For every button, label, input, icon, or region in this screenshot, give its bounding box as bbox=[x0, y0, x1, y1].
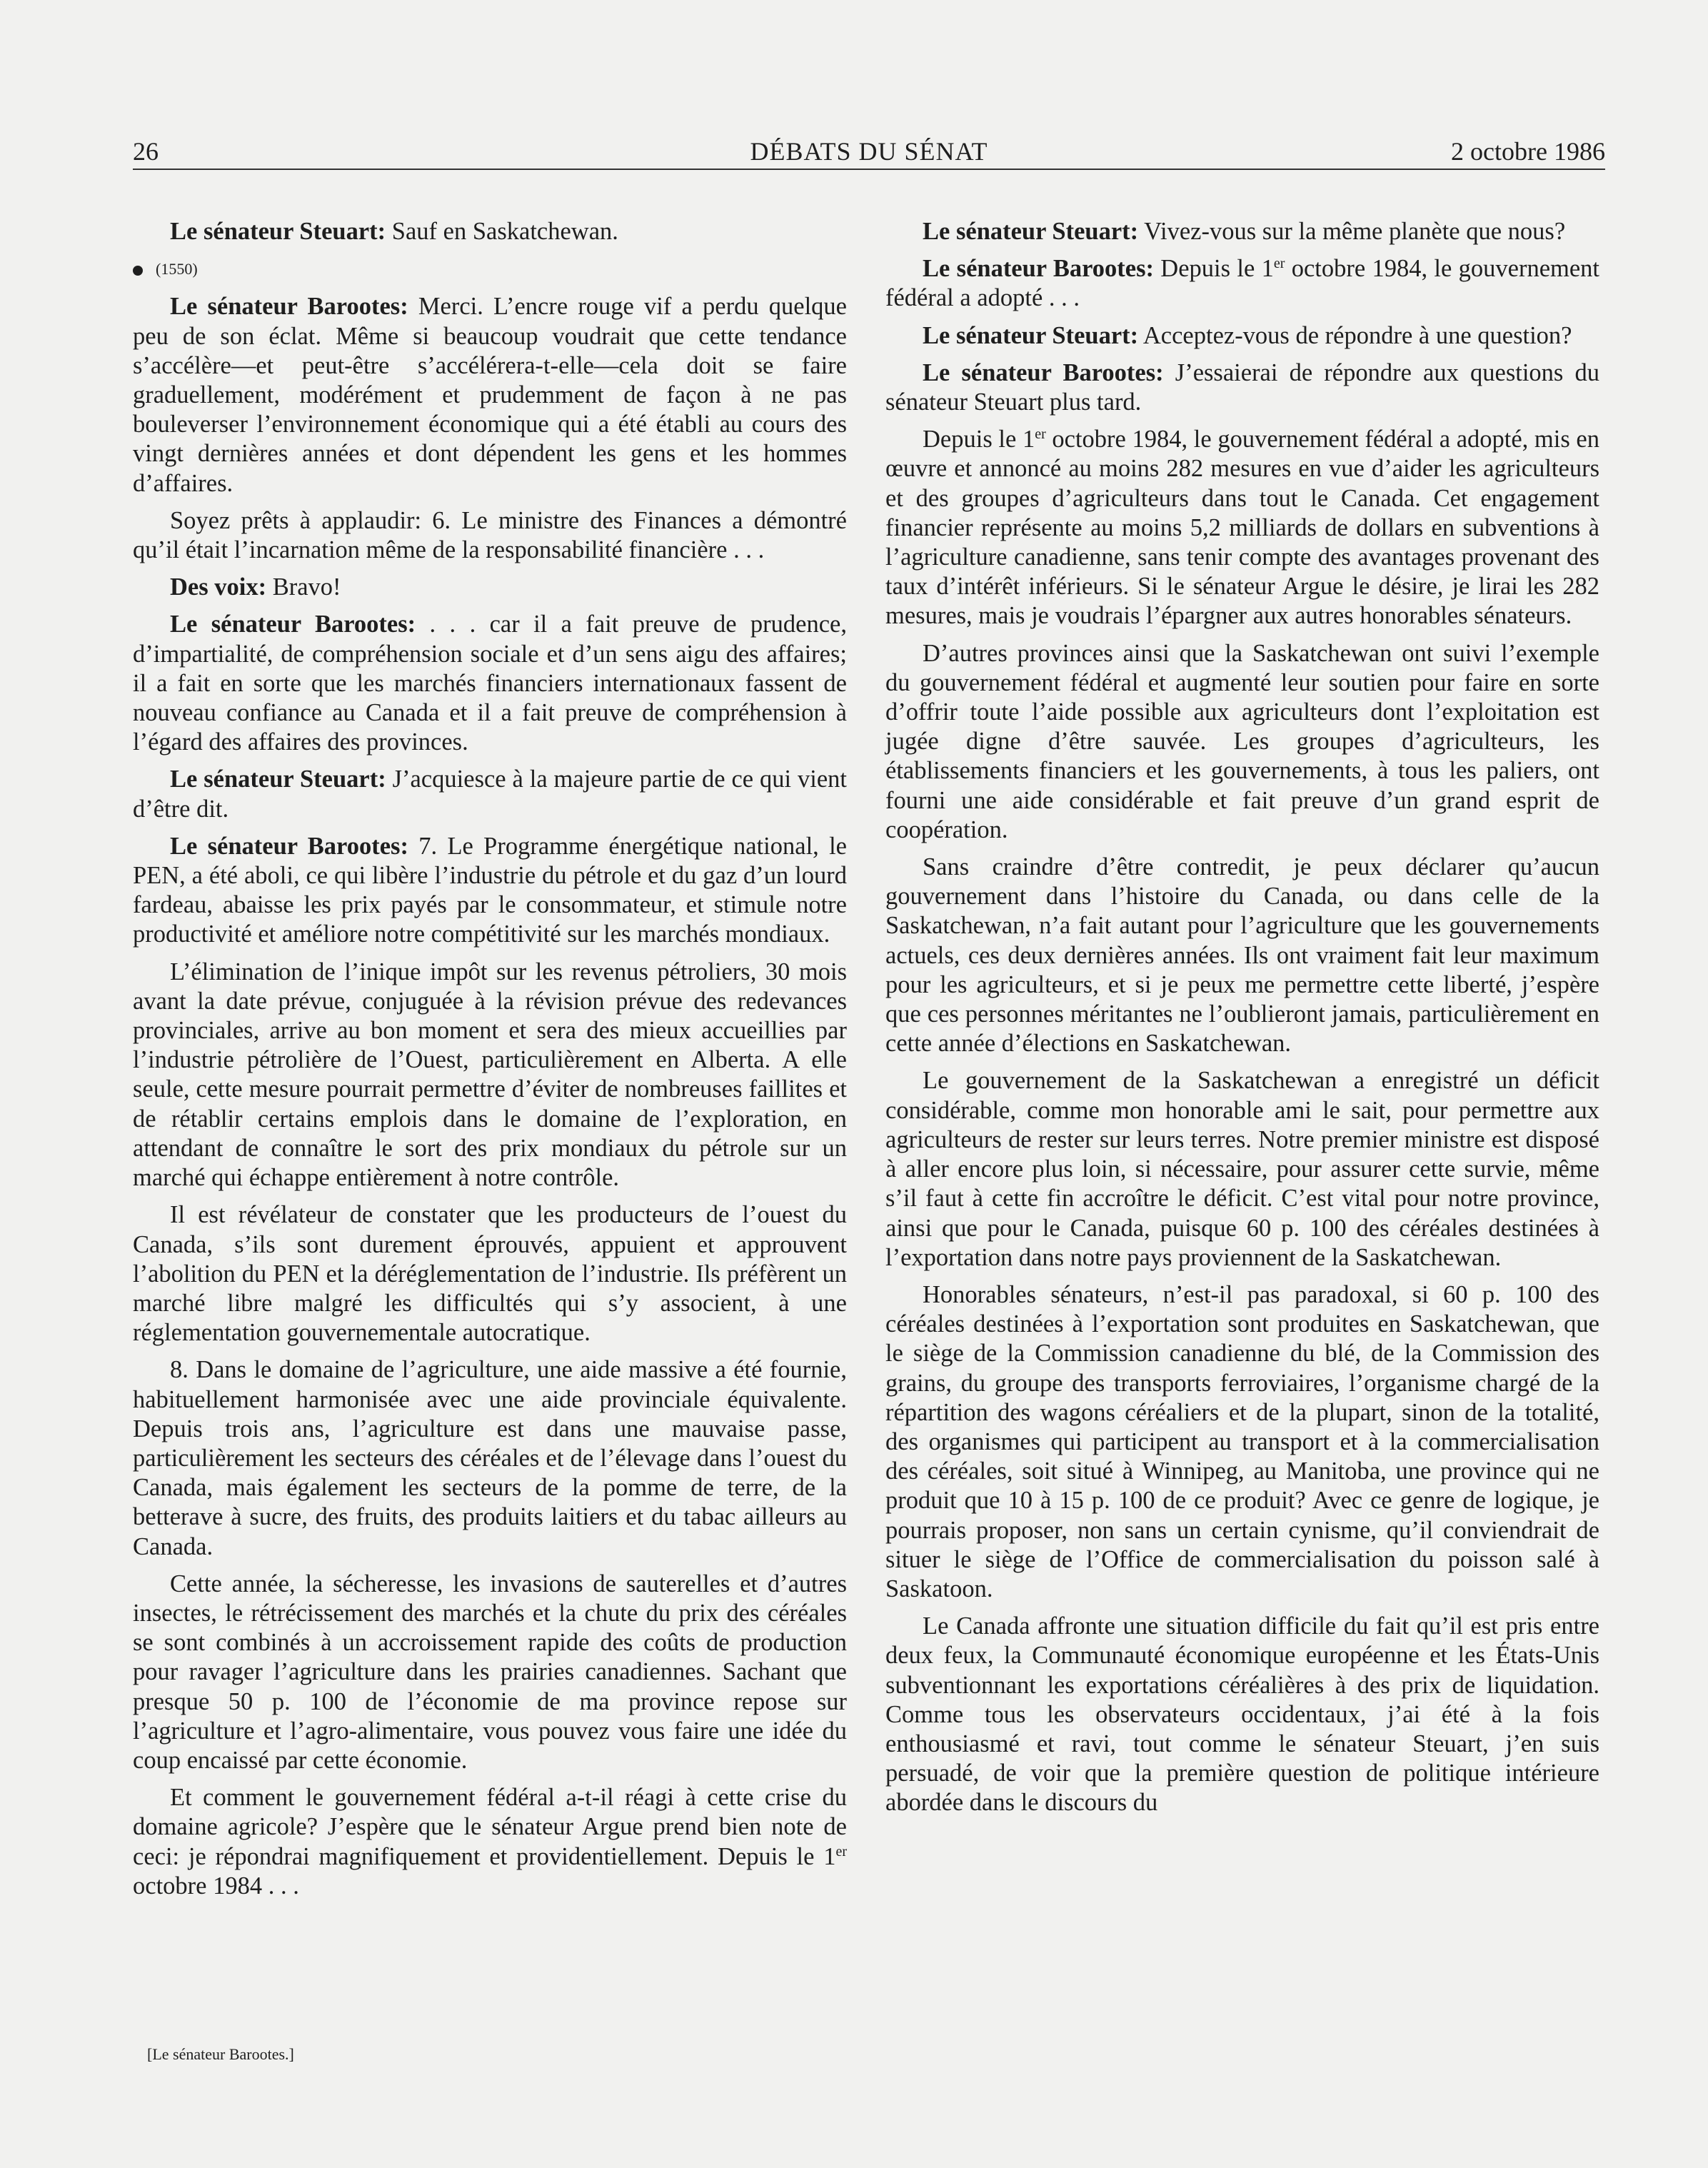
speech-text: Sauf en Saskatchewan. bbox=[386, 218, 618, 245]
speech-text: J’essaierai de répondre aux questions du sénateur Steuart plus tard. bbox=[885, 358, 1599, 416]
paragraph bbox=[133, 765, 847, 823]
speaker-name: Le sénateur Barootes: bbox=[923, 358, 1164, 386]
speech-text: Bravo! bbox=[266, 573, 341, 601]
page-date: 2 octobre 1986 bbox=[1451, 137, 1605, 166]
paragraph: Il est révélateur de constater que les producteurs de l’ouest du Canada, s’ils sont durement éprouvés, appuient et approuvent l’abolition du PEN et la déréglementation de l’industrie. Ils préfèrent un marché libre malgré les difficultés qui s’y associent, à une réglementation gouvernementale autocratique. bbox=[133, 1201, 847, 1347]
speech-text: Merci. L’encre rouge vif a perdu quelque peu de son éclat. Même si beaucoup voudrait que cette tendance s’accélère—et peut-être s’accélérera-t-elle—cela doit se faire graduellement, modérément et prudemment de façon à ne pas bouleverser l’environnement économique qui a été établi au cours des vingt dernières années et dont dépendent les gens et les hommes d’affaires. bbox=[133, 293, 847, 497]
speech-text: octobre 1984, le gouvernement fédéral a adopté . . . bbox=[885, 255, 1599, 312]
paragraph bbox=[133, 292, 847, 498]
bullet-icon bbox=[133, 266, 143, 276]
paragraph: D’autres provinces ainsi que la Saskatchewan ont suivi l’exemple du gouvernement fédéral et augmenté leur soutien pour faire en sorte d’offrir toute l’aide possible aux agriculteurs dont l’exploitation est jugée digne d’être sauvée. Les groupes d’agriculteurs, les établissements financiers et les gouvernements, à tous les paliers, ont fourni une aide considérable et fait preuve d’un grand esprit de coopération. bbox=[885, 639, 1599, 843]
speech-text: Depuis le 1 bbox=[1153, 255, 1274, 283]
speaker-name: Le sénateur Barootes: bbox=[923, 255, 1154, 283]
paragraph bbox=[133, 832, 847, 950]
speech-text: Acceptez-vous de répondre à une question? bbox=[1138, 321, 1572, 349]
paragraph: Cette année, la sécheresse, les invasions de sauterelles et d’autres insectes, le rétrécissement des marchés et la chute du prix des céréales se sont combinés à un accroissement rapide des coûts de production pour ravager l’agriculture dans les prairies canadiennes. Sachant que presque 50 p. 100 de l’économie de ma province repose sur l’agriculture et l’agro-alimentaire, vous pouvez vous faire une idée du coup encaissé par cette économie. bbox=[133, 1570, 847, 1774]
paragraph: 8. Dans le domaine de l’agriculture, une aide massive a été fournie, habituellement harmonisée avec une aide provinciale équivalente. Depuis trois ans, l’agriculture est dans une mauvaise passe, particulièrement les secteurs des céréales et de l’élevage dans l’ouest du Canada, mais également les secteurs de la pomme de terre, de la betterave à sucre, des fruits, des produits laitiers et du tabac ailleurs au Canada. bbox=[133, 1356, 847, 1560]
paragraph bbox=[133, 610, 847, 757]
paragraph: L’élimination de l’inique impôt sur les revenus pétroliers, 30 mois avant la date prévue, conjuguée à la révision prévue des redevances provinciales, arrive au bon moment et sera des mieux accueillies par l’industrie pétrolière de l’Ouest, particulièrement en Alberta. A elle seule, cette mesure pourrait permettre d’éviter de nombreuses faillites et de rétablir certains emplois dans le domaine de l’exploration, en attendant de connaître le sort des prix mondiaux du pétrole sur un marché qui échappe entièrement à notre contrôle. bbox=[133, 958, 847, 1192]
time-marker-text: (1550) bbox=[156, 260, 198, 278]
page-header bbox=[133, 134, 1605, 170]
speech-text: Depuis le 1 bbox=[923, 426, 1035, 453]
paragraph bbox=[133, 573, 847, 602]
right-column bbox=[885, 217, 1599, 1826]
paragraph bbox=[885, 321, 1599, 351]
paragraph bbox=[133, 217, 847, 246]
paragraph: Honorables sénateurs, n’est-il pas paradoxal, si 60 p. 100 des céréales destinées à l’exportation sont produites en Saskatchewan, que le siège de la Commission canadienne du blé, de la Commission des grains, du groupe des transports ferroviaires, l’organisme chargé de la répartition des wagons céréaliers et de la plupart, sinon de la totalité, des organismes qui participent au transport et à la commercialisation des céréales, soit situé à Winnipeg, au Manitoba, une province qui ne produit que 10 à 15 p. 100 de ce produit? Avec ce genre de logique, je pourrais proposer, non sans un certain cynisme, qu’il conviendrait de situer le siège de l’Office de commercialisation du poisson salé à Saskatoon. bbox=[885, 1280, 1599, 1602]
speaker-name: Le sénateur Steuart: bbox=[170, 218, 386, 245]
time-marker bbox=[133, 254, 847, 283]
speaker-name: Le sénateur Steuart: bbox=[923, 218, 1139, 245]
speech-text: 7. Le Programme énergétique national, le PEN, a été aboli, ce qui libère l’industrie du pétrole et du gaz d’un lourd fardeau, abaisse les prix payés par le consommateur, et stimule notre productivité et améliore notre compétitivité sur les marchés mondiaux. bbox=[133, 832, 847, 948]
paragraph: Sans craindre d’être contredit, je peux déclarer qu’aucun gouvernement dans l’histoire du Canada, ou dans celle de la Saskatchewan, n’a fait autant pour l’agriculture que les gouvernements actuels, ces deux dernières années. Ils ont vraiment fait leur maximum pour les agriculteurs, et si je peux me permettre cette liberté, j’espère que ces personnes méritantes ne l’oublieront jamais, particulièrement en cette année d’élections en Saskatchewan. bbox=[885, 853, 1599, 1058]
speaker-name: Le sénateur Barootes: bbox=[170, 832, 408, 860]
paragraph: Soyez prêts à applaudir: 6. Le ministre des Finances a démontré qu’il était l’incarnation même de la responsabilité financière . . . bbox=[133, 506, 847, 564]
paragraph bbox=[885, 217, 1599, 246]
paragraph bbox=[885, 254, 1599, 313]
left-column bbox=[133, 217, 847, 1909]
ordinal-superscript: er bbox=[1035, 426, 1046, 443]
speech-text: . . . car il a fait preuve de prudence, d’impartialité, de compréhension sociale et d’un sens aigu des affaires; il a fait en sorte que les marchés financiers internationaux fassent de nouveau confiance au Canada et il a fait preuve de compréhension à l’égard des affaires des provinces. bbox=[133, 611, 847, 756]
running-title: DÉBATS DU SÉNAT bbox=[750, 137, 988, 166]
paragraph: Le gouvernement de la Saskatchewan a enregistré un déficit considérable, comme mon honorable ami le sait, pour permettre aux agriculteurs de rester sur leurs terres. Notre premier ministre est disposé à aller encore plus loin, si nécessaire, pour assurer cette survie, même s’il faut à cette fin accroître le déficit. C’est vital pour notre province, ainsi que pour le Canada, puisque 60 p. 100 des céréales destinées à l’exportation dans notre pays proviennent de la Saskatchewan. bbox=[885, 1067, 1599, 1271]
speech-text: octobre 1984 . . . bbox=[133, 1872, 299, 1899]
speaker-name: Des voix: bbox=[170, 573, 267, 601]
paragraph bbox=[133, 1783, 847, 1901]
speaker-footnote: [Le sénateur Barootes.] bbox=[147, 2045, 294, 2063]
page-number: 26 bbox=[133, 137, 159, 166]
speech-text: octobre 1984, le gouvernement fédéral a adopté, mis en œuvre et annoncé au moins 282 mesures en vue d’aider les agriculteurs et des groupes d’agriculteurs dans tout le Canada. Cet engagement financier représente au moins 5,2 milliards de dollars en subventions à l’agriculture canadienne, sans tenir compte des avantages provenant des taux d’intérêt inférieurs. Si le sénateur Argue le désire, je lirai les 282 mesures, mais je voudrais l’épargner aux autres honorables sénateurs. bbox=[885, 426, 1599, 630]
speaker-name: Le sénateur Steuart: bbox=[923, 321, 1139, 349]
paragraph bbox=[885, 358, 1599, 417]
speaker-name: Le sénateur Steuart: bbox=[170, 766, 386, 793]
speaker-name: Le sénateur Barootes: bbox=[170, 293, 408, 321]
paragraph: Le Canada affronte une situation difficile du fait qu’il est pris entre deux feux, la Communauté économique européenne et les États-Unis subventionnant les exportations céréalières à des prix de liquidation. Comme tous les observateurs occidentaux, j’ai été à la fois enthousiasmé et ravi, tout comme le sénateur Steuart, j’en suis persuadé, de voir que la première question de politique intérieure abordée dans le discours du bbox=[885, 1612, 1599, 1817]
speech-text: J’acquiesce à la majeure partie de ce qui vient d’être dit. bbox=[133, 766, 847, 823]
ordinal-superscript: er bbox=[835, 1843, 847, 1860]
speech-text: Vivez-vous sur la même planète que nous? bbox=[1138, 218, 1566, 245]
paragraph bbox=[885, 425, 1599, 631]
ordinal-superscript: er bbox=[1273, 256, 1285, 272]
speaker-name: Le sénateur Barootes: bbox=[170, 611, 416, 638]
speech-text: Et comment le gouvernement fédéral a-t-il réagi à cette crise du domaine agricole? J’espère que le sénateur Argue prend bien note de ceci: je répondrai magnifiquement et providentiellement. Depuis le 1 bbox=[133, 1784, 847, 1870]
